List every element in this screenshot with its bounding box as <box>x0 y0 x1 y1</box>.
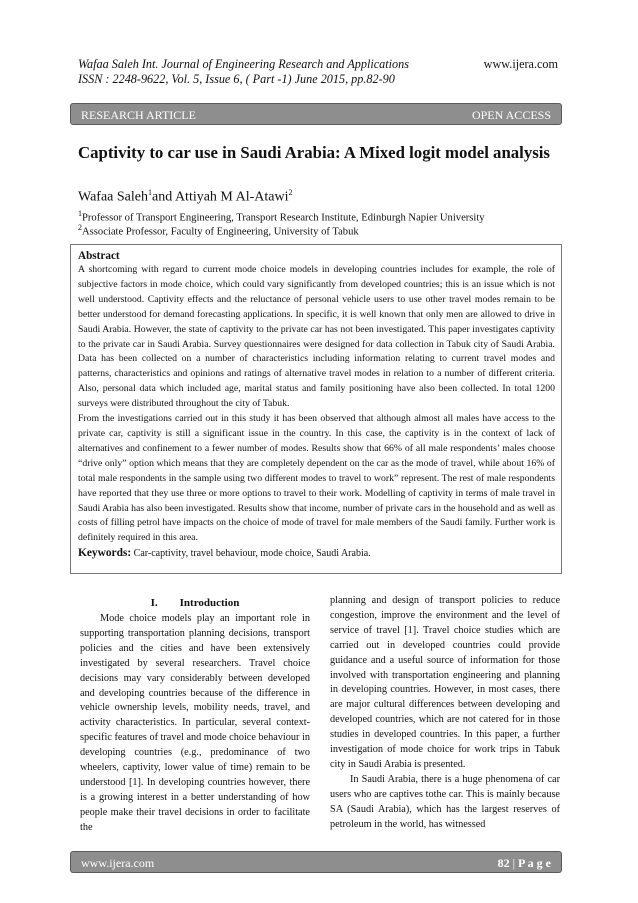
keywords-text: Car-captivity, travel behaviour, mode choice, Saudi Arabia. <box>133 548 371 560</box>
author-2-sup: 2 <box>288 188 293 197</box>
affiliation-2-sup: 2 <box>78 223 82 232</box>
keywords-line <box>78 547 555 559</box>
footer-website[interactable]: www.ijera.com <box>81 856 155 870</box>
keywords-label: Keywords: <box>78 547 132 560</box>
left-column <box>80 596 310 836</box>
abstract-paragraph-2: From the investigations carried out in this study it has been observed that although almost all males have access to the private car, captivity is still a significant issue in the country. In this case, the captivity is in the context of lack of alternatives and confinement to a fewer number of modes. Results show that 66% of all male respondents’ males choose “drive only” option which means that they are completely dependent on the car as the mode of travel, while about 16% of total male respondents in the sample using two different modes to travel to work” represent. The rest of male respondents have reported that they use three or more options to travel to their work. Modelling of captivity in terms of male travel in Saudi Arabia has also been investigated. Results show that income, number of private cars in the household and as well as costs of filling petrol have impacts on the choice of mode of travel for male members of the Saudi family. Further work is definitely required in this area. <box>78 413 555 544</box>
journal-name: Wafaa Saleh Int. Journal of Engineering Research and Applications <box>78 57 409 71</box>
journal-website[interactable]: www.ijera.com <box>483 57 558 71</box>
section-title-introduction: I. Introduction <box>150 597 240 609</box>
journal-issn: ISSN : 2248-9622, Vol. 5, Issue 6, ( Part -1) June 2015, pp.82-90 <box>78 72 395 86</box>
article-type-label: RESEARCH ARTICLE <box>81 108 196 122</box>
paper-title: Captivity to car use in Saudi Arabia: A Mixed logit model analysis <box>78 143 550 162</box>
page-number-value: 82 <box>497 856 510 870</box>
abstract-paragraph-1: A shortcoming with regard to current mode choice models in developing countries includes for example, the role of subjective factors in mode choice, which could vary significantly from developed countries; this is an issue which is not well understood. Captivity effects and the reluctance of personal vehicle users to use other travel modes remain to be better understood for demand forecasting applications. In specific, it is well known that only men are allowed to drive in Saudi Arabia. However, the state of captivity to the private car has not been investigated. This paper investigates captivity to the private car in Saudi Arabia. Survey questionnaires were designed for data collection in Tabuk city of Saudi Arabia. Data has been collected on a number of characteristics including information relating to current travel modes and patterns, characteristics and opinions and ratings of alternative travel modes in relation to a number of different criteria. Also, personal data which included age, marital status and family positioning have also been collected. In total 1200 surveys were distributed throughout the city of Tabuk. <box>78 264 555 410</box>
abstract-heading: Abstract <box>78 250 120 262</box>
page-number <box>498 856 551 871</box>
author-2: and Attiyah M Al-Atawi <box>152 189 289 205</box>
author-line <box>78 188 293 206</box>
affiliation-1-sup: 1 <box>78 209 82 218</box>
page-separator: | <box>509 856 518 870</box>
affiliation-2 <box>78 223 359 238</box>
author-1: Wafaa Saleh <box>78 189 148 205</box>
abstract-box <box>70 244 562 574</box>
author-1-sup: 1 <box>148 188 152 197</box>
open-access-label: OPEN ACCESS <box>471 108 551 122</box>
affiliation-2-text: Associate Professor, Faculty of Engineering, University of Tabuk <box>82 226 359 238</box>
intro-paragraph-right-2: In Saudi Arabia, there is a huge phenomena of car users who are captives tothe car. This is mainly because SA (Saudi Arabia), which has the largest reserves of petroleum in the world, has witnessed <box>330 773 560 830</box>
article-banner <box>70 103 562 125</box>
intro-paragraph-left: Mode choice models play an important role in supporting transportation planning decisions, transport policies and the cities and have been extensively investigated by several researchers. Travel choice decisions may vary considerably between developed and developing countries because of the difference in vehicle ownership levels, mobility needs, travel, and activity characteristics. In particular, several context-specific features of travel and mode choice behaviour in developing countries (e.g., predominance of two wheelers, captivity, lower value of time) remain to be understood [1]. In developing countries however, there is a growing interest in a better understanding of how people make their travel decisions in order to facilitate the <box>80 613 310 833</box>
right-column <box>330 594 560 833</box>
affiliation-1-text: Professor of Transport Engineering, Transport Research Institute, Edinburgh Napier University <box>82 212 485 224</box>
intro-paragraph-right-1: planning and design of transport policies to reduce congestion, improve the environment and the level of service of travel [1]. Travel choice studies which are carried out in developed countries could provide guidance and a useful source of information for those involved with transportation engineering and planning in developing countries. However, in most cases, there are major cultural differences between developing and developed countries, which are not catered for in those studies in developed countries. In this paper, a further investigation of mode choice for work trips in Tabuk city in Saudi Arabia is presented. <box>330 595 560 770</box>
journal-header <box>78 57 478 87</box>
page-footer <box>70 851 562 873</box>
page-label: P a g e <box>518 856 551 870</box>
affiliation-1 <box>78 209 485 224</box>
